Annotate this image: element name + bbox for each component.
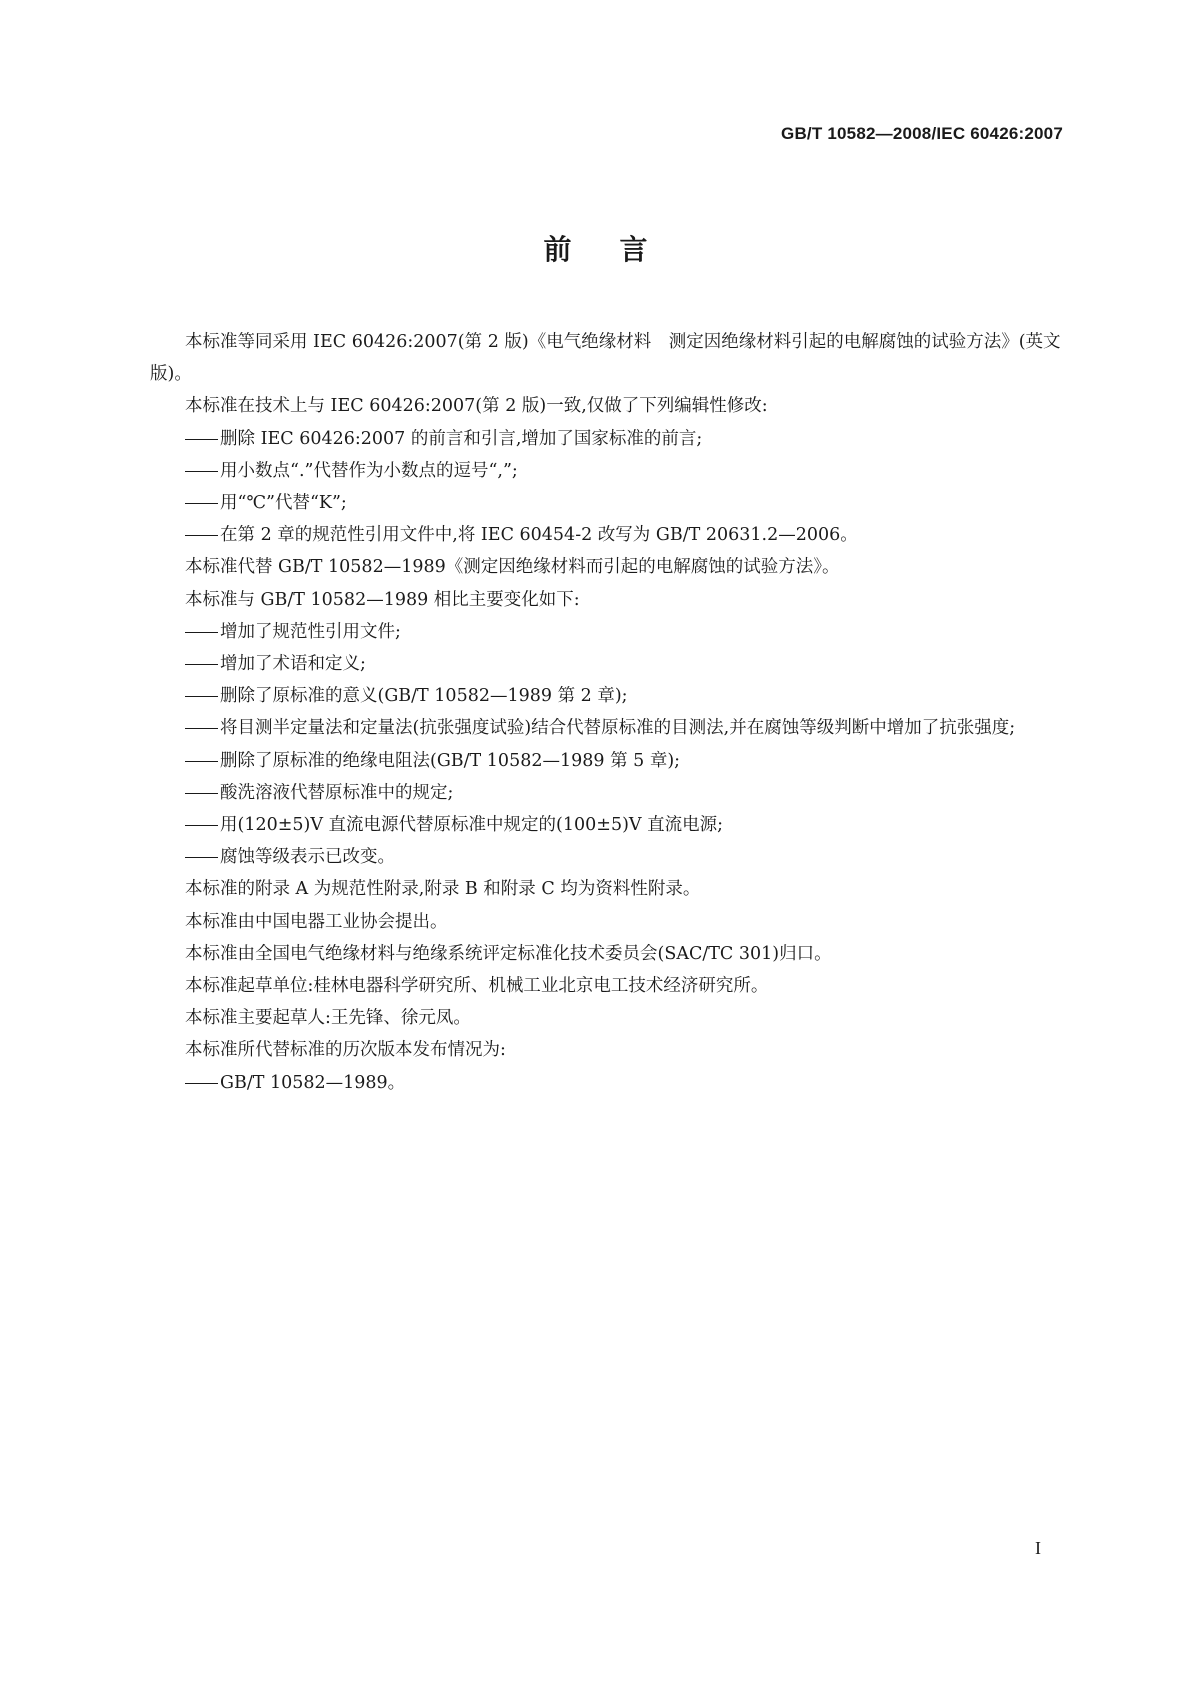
em-dash-marker <box>185 632 218 633</box>
line-text: 在第 2 章的规范性引用文件中,将 IEC 60454-2 改写为 GB/T 20631.2—2006。 <box>220 525 858 546</box>
list-item <box>150 841 1062 873</box>
list-item <box>150 487 1062 519</box>
paragraph <box>150 1002 1062 1034</box>
line-text: 本标准所代替标准的历次版本发布情况为: <box>185 1040 506 1061</box>
list-item <box>150 1067 1062 1099</box>
list-item <box>150 423 1062 455</box>
line-text: 删除 IEC 60426:2007 的前言和引言,增加了国家标准的前言; <box>220 428 703 449</box>
em-dash-marker <box>185 761 218 762</box>
list-item <box>150 455 1062 487</box>
line-text: GB/T 10582—1989。 <box>220 1072 406 1093</box>
line-text: 本标准由全国电气绝缘材料与绝缘系统评定标准化技术委员会(SAC/TC 301)归口。 <box>185 943 832 964</box>
line-text: 本标准与 GB/T 10582—1989 相比主要变化如下: <box>185 589 580 610</box>
line-text: 将目测半定量法和定量法(抗张强度试验)结合代替原标准的目测法,并在腐蚀等级判断中增加了抗张强度; <box>220 718 1016 739</box>
list-item <box>150 745 1062 777</box>
em-dash-marker <box>185 503 218 504</box>
line-text: 本标准等同采用 IEC 60426:2007(第 2 版)《电气绝缘材料 测定因绝缘材料引起的电解腐蚀的试验方法》(英文版)。 <box>150 332 1061 385</box>
paragraph <box>150 938 1062 970</box>
em-dash-marker <box>185 857 218 858</box>
em-dash-marker <box>185 728 218 729</box>
em-dash-marker <box>185 664 218 665</box>
paragraph <box>150 873 1062 905</box>
line-text: 用“℃”代替“K”; <box>220 493 347 514</box>
page-number: I <box>1035 1538 1041 1558</box>
page-title: 前言 <box>543 233 696 266</box>
em-dash-marker <box>185 825 218 826</box>
line-text: 用(120±5)V 直流电源代替原标准中规定的(100±5)V 直流电源; <box>220 815 724 836</box>
paragraph <box>150 1034 1062 1066</box>
em-dash-marker <box>185 535 218 536</box>
preface-body <box>150 326 1062 1099</box>
em-dash-marker <box>185 439 218 440</box>
paragraph <box>150 906 1062 938</box>
paragraph <box>150 584 1062 616</box>
line-text: 增加了规范性引用文件; <box>220 621 401 642</box>
paragraph <box>150 551 1062 583</box>
paragraph <box>150 326 1062 390</box>
line-text: 本标准在技术上与 IEC 60426:2007(第 2 版)一致,仅做了下列编辑性修改: <box>185 396 768 417</box>
standard-code: GB/T 10582—2008/IEC 60426:2007 <box>781 124 1063 143</box>
list-item <box>150 616 1062 648</box>
list-item <box>150 777 1062 809</box>
list-item <box>150 809 1062 841</box>
em-dash-marker <box>185 471 218 472</box>
list-item <box>150 648 1062 680</box>
line-text: 酸洗溶液代替原标准中的规定; <box>220 782 454 803</box>
line-text: 腐蚀等级表示已改变。 <box>220 847 395 868</box>
list-item <box>150 712 1062 744</box>
line-text: 本标准代替 GB/T 10582—1989《测定因绝缘材料而引起的电解腐蚀的试验方法》。 <box>185 557 840 578</box>
em-dash-marker <box>185 696 218 697</box>
em-dash-marker <box>185 793 218 794</box>
line-text: 删除了原标准的绝缘电阻法(GB/T 10582—1989 第 5 章); <box>220 750 681 771</box>
line-text: 本标准起草单位:桂林电器科学研究所、机械工业北京电工技术经济研究所。 <box>185 976 769 997</box>
paragraph <box>150 970 1062 1002</box>
line-text: 增加了术语和定义; <box>220 654 366 675</box>
em-dash-marker <box>185 1083 218 1084</box>
line-text: 本标准主要起草人:王先锋、徐元凤。 <box>185 1008 471 1029</box>
line-text: 用小数点“.”代替作为小数点的逗号“,”; <box>220 460 518 481</box>
line-text: 本标准的附录 A 为规范性附录,附录 B 和附录 C 均为资料性附录。 <box>185 879 701 900</box>
list-item <box>150 680 1062 712</box>
paragraph <box>150 390 1062 422</box>
line-text: 删除了原标准的意义(GB/T 10582—1989 第 2 章); <box>220 686 628 707</box>
list-item <box>150 519 1062 551</box>
line-text: 本标准由中国电器工业协会提出。 <box>185 911 448 932</box>
